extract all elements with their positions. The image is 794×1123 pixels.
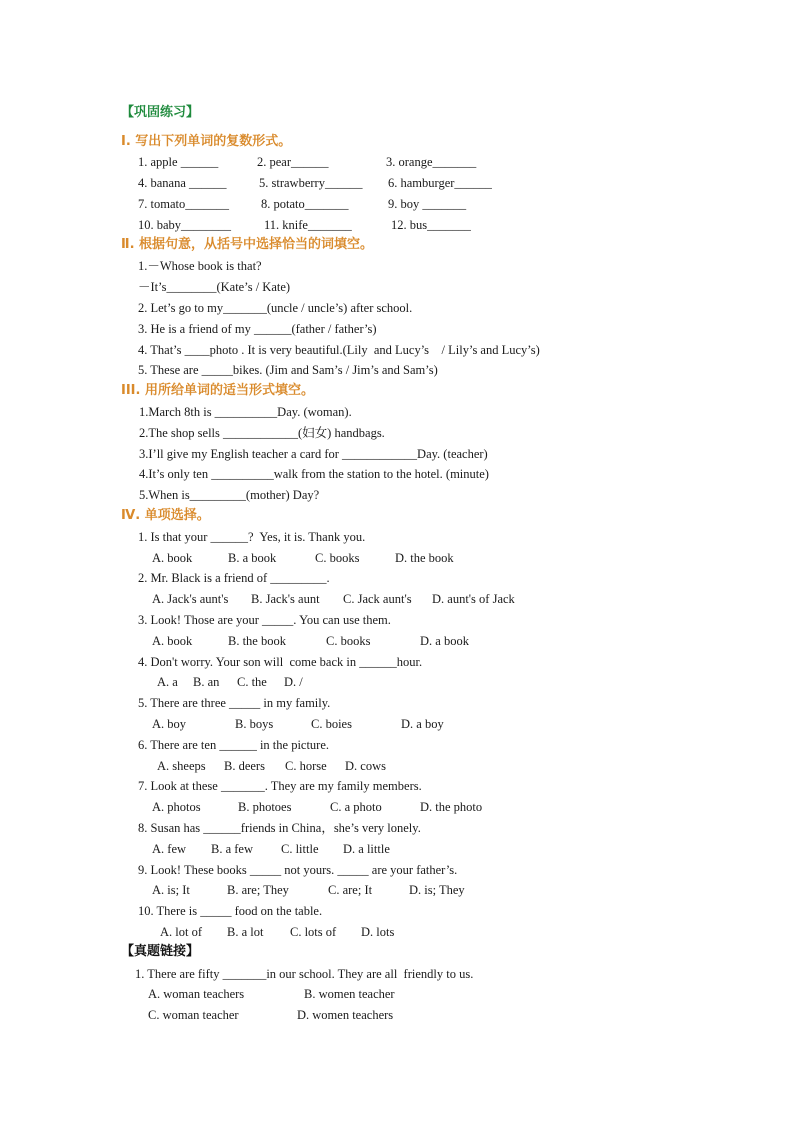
mc-option: D. / — [284, 675, 303, 689]
mc-option: B. photoes — [238, 800, 292, 814]
real-option: D. women teachers — [297, 1008, 394, 1022]
part2-line: 4. That’s ____photo . It is very beautiful.(Lily and Lucy’s / Lily’s and Lucy’s) — [138, 343, 540, 357]
mc-option: C. the — [237, 675, 267, 689]
mc-question: 6. There are ten ______ in the picture. — [138, 738, 330, 752]
mc-option: A. a — [157, 675, 178, 689]
part1-item: 2. pear______ — [257, 155, 329, 169]
mc-question: 7. Look at these _______. They are my family members. — [138, 779, 422, 793]
mc-option: B. are; They — [227, 883, 289, 897]
mc-option: A. few — [152, 842, 187, 856]
mc-option: A. book — [152, 551, 193, 565]
part1-item: 1. apple ______ — [138, 155, 219, 169]
part1-item: 12. bus_______ — [391, 218, 471, 232]
mc-option: D. a book — [420, 634, 469, 648]
part3-line: 3.I’ll give my English teacher a card for ____________Day. (teacher) — [139, 447, 488, 461]
mc-option: B. boys — [235, 717, 274, 731]
part1-item: 3. orange_______ — [386, 155, 477, 169]
part2-line: 1.－Whose book is that? — [138, 259, 262, 273]
mc-option: A. sheeps — [157, 759, 206, 773]
mc-option: B. deers — [224, 759, 265, 773]
mc-option: D. a boy — [401, 717, 444, 731]
mc-option: B. a few — [211, 842, 253, 856]
part1-item: 9. boy _______ — [388, 197, 467, 211]
part2-line: 5. These are _____bikes. (Jim and Sam’s / Jim’s and Sam’s) — [138, 363, 438, 377]
real-option: A. woman teachers — [148, 987, 245, 1001]
part3-line: 1.March 8th is __________Day. (woman). — [139, 405, 352, 419]
mc-option: A. lot of — [160, 925, 203, 939]
mc-option: B. an — [193, 675, 220, 689]
part1-item: 5. strawberry______ — [259, 176, 363, 190]
mc-option: C. are; It — [328, 883, 373, 897]
mc-question: 2. Mr. Black is a friend of _________. — [138, 571, 330, 585]
mc-option: C. horse — [285, 759, 327, 773]
mc-option: D. a little — [343, 842, 390, 856]
part1-item: 10. baby________ — [138, 218, 232, 232]
part2-line: －It’s________(Kate’s / Kate) — [138, 280, 291, 294]
mc-option: C. little — [281, 842, 319, 856]
section-title-practice: 【巩固练习】 — [121, 105, 200, 120]
part2-line: 3. He is a friend of my ______(father / father’s) — [138, 322, 377, 336]
real-option: B. women teacher — [304, 987, 395, 1001]
part3-heading: III. 用所给单词的适当形式填空。 — [121, 383, 314, 398]
part1-item: 8. potato_______ — [261, 197, 349, 211]
part1-item: 4. banana ______ — [138, 176, 227, 190]
mc-option: A. book — [152, 634, 193, 648]
mc-option: A. is; It — [152, 883, 190, 897]
part1-item: 11. knife_______ — [264, 218, 352, 232]
mc-option: D. is; They — [409, 883, 465, 897]
mc-option: C. a photo — [330, 800, 382, 814]
part4-heading: Ⅳ. 单项选择。 — [121, 508, 210, 523]
real-question: 1. There are fifty _______in our school. They are all friendly to us. — [135, 967, 474, 981]
mc-option: B. a book — [228, 551, 277, 565]
mc-question: 9. Look! These books _____ not yours. _____ are your father’s. — [138, 863, 458, 877]
mc-option: D. the photo — [420, 800, 483, 814]
mc-option: D. lots — [361, 925, 395, 939]
part3-line: 5.When is_________(mother) Day? — [139, 488, 320, 502]
mc-question: 10. There is _____ food on the table. — [138, 904, 323, 918]
real-option: C. woman teacher — [148, 1008, 239, 1022]
mc-option: C. boies — [311, 717, 352, 731]
mc-option: D. the book — [395, 551, 454, 565]
mc-question: 4. Don't worry. Your son will come back in ______hour. — [138, 655, 423, 669]
mc-option: D. aunt's of Jack — [432, 592, 515, 606]
mc-option: C. books — [326, 634, 371, 648]
section-title-real-exam: 【真题链接】 — [121, 944, 200, 959]
mc-option: A. photos — [152, 800, 201, 814]
part1-item: 7. tomato_______ — [138, 197, 229, 211]
mc-option: B. the book — [228, 634, 286, 648]
mc-question: 8. Susan has ______friends in China，she’s very lonely. — [138, 821, 421, 835]
mc-option: A. Jack's aunt's — [152, 592, 229, 606]
mc-option: C. books — [315, 551, 360, 565]
mc-question: 5. There are three _____ in my family. — [138, 696, 331, 710]
part2-line: 2. Let’s go to my_______(uncle / uncle’s) after school. — [138, 301, 413, 315]
mc-option: D. cows — [345, 759, 386, 773]
part2-heading: Ⅱ. 根据句意，从括号中选择恰当的词填空。 — [121, 237, 374, 252]
mc-option: A. boy — [152, 717, 187, 731]
mc-option: C. lots of — [290, 925, 337, 939]
mc-question: 3. Look! Those are your _____. You can use them. — [138, 613, 391, 627]
part1-heading: Ⅰ. 写出下列单词的复数形式。 — [121, 134, 292, 149]
part3-line: 2.The shop sells ____________(妇女) handbags. — [139, 426, 385, 440]
mc-option: B. Jack's aunt — [251, 592, 320, 606]
mc-option: C. Jack aunt's — [343, 592, 412, 606]
part1-item: 6. hamburger______ — [388, 176, 492, 190]
mc-option: B. a lot — [227, 925, 264, 939]
part3-line: 4.It’s only ten __________walk from the station to the hotel. (minute) — [139, 467, 489, 481]
mc-question: 1. Is that your ______? Yes, it is. Thank you. — [138, 530, 366, 544]
